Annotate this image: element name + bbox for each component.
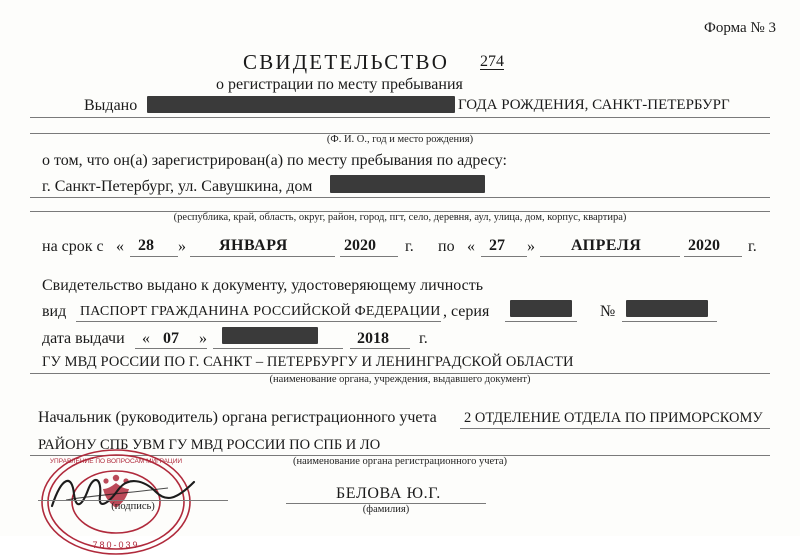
term-quote-close: » (178, 238, 186, 255)
rule-to-year (684, 256, 742, 257)
page-title: СВИДЕТЕЛЬСТВО (243, 50, 450, 74)
official-org-line1: 2 ОТДЕЛЕНИЕ ОТДЕЛА ПО ПРИМОРСКОМУ (464, 410, 763, 426)
identity-intro: Свидетельство выдано к документу, удостоверяющему личность (42, 277, 484, 294)
rule-identity-series (505, 321, 577, 322)
identity-authority: ГУ МВД РОССИИ ПО Г. САНКТ – ПЕТЕРБУРГУ И ЛЕНИНГРАДСКОЙ ОБЛАСТИ (42, 354, 574, 370)
term-to-month: АПРЕЛЯ (571, 237, 642, 254)
identity-issue-date-label: дата выдачи (42, 330, 125, 347)
fio-hint: (Ф. И. О., год и место рождения) (326, 134, 474, 145)
identity-issue-year: 2018 (357, 330, 389, 347)
identity-type-label: вид (42, 303, 67, 320)
org-hint: (наименование органа регистрационного учета) (292, 456, 508, 467)
term-from-day: 28 (138, 237, 154, 254)
term-to-label: по (438, 238, 455, 255)
stamp-bottom-text: 780-039 (92, 540, 140, 550)
identity-type-value: ПАСПОРТ ГРАЖДАНИНА РОССИЙСКОЙ ФЕДЕРАЦИИ (80, 304, 441, 319)
surname-hint: (фамилия) (362, 504, 410, 515)
official-org-line2: РАЙОНУ СПБ УВМ ГУ МВД РОССИИ ПО СПБ И ЛО (38, 437, 381, 453)
form-number: Форма № 3 (704, 20, 776, 36)
rule-to-day (481, 256, 527, 257)
issued-to-suffix: ГОДА РОЖДЕНИЯ, САНКТ-ПЕТЕРБУРГ (458, 97, 730, 113)
official-role-label: Начальник (руководитель) органа регистрационного учета (38, 409, 437, 426)
redacted-number-bar (626, 300, 708, 317)
signature-hint: (подпись) (111, 501, 155, 512)
term-to-year: 2020 (688, 237, 720, 254)
issue-quote-close: » (199, 330, 207, 347)
term-g-abbr-from: г. (405, 238, 414, 255)
official-surname: БЕЛОВА Ю.Г. (336, 485, 441, 502)
rule-identity-number (622, 321, 717, 322)
registered-line: о том, что он(а) зарегистрирован(а) по месту пребывания по адресу: (42, 152, 507, 169)
term-quote-open: « (116, 238, 124, 255)
certificate-number: 274 (480, 53, 504, 70)
address-value: г. Санкт-Петербург, ул. Савушкина, дом (42, 178, 313, 195)
identity-number-label: № (600, 303, 616, 320)
rule-from-day (130, 256, 178, 257)
term-quote-open-2: « (467, 238, 475, 255)
rule-from-year (340, 256, 398, 257)
term-from-month: ЯНВАРЯ (219, 237, 288, 254)
rule-issue-year (350, 348, 410, 349)
identity-issue-g: г. (419, 330, 428, 347)
rule-identity-type (76, 321, 441, 322)
rule-address (30, 197, 770, 198)
redacted-name-bar (147, 96, 455, 113)
redacted-house-bar (330, 175, 485, 193)
page-subtitle: о регистрации по месту пребывания (216, 76, 463, 93)
rule-org-line1 (460, 428, 770, 429)
identity-issue-day: 07 (163, 330, 179, 347)
rule-issued-to (30, 117, 770, 118)
authority-hint: (наименование органа, учреждения, выдавшего документ) (269, 374, 531, 385)
issue-quote-open: « (142, 330, 150, 347)
term-from-year: 2020 (344, 237, 376, 254)
redacted-series-bar (510, 300, 572, 317)
issued-to-label: Выдано (84, 97, 138, 114)
address-hint: (республика, край, область, округ, район, город, пгт, село, деревня, аул, улица, дом, корпус, квартира) (173, 212, 627, 223)
term-quote-close-2: » (527, 238, 535, 255)
identity-series-label: , серия (443, 303, 490, 320)
redacted-month-bar (222, 327, 318, 344)
term-g-abbr-to: г. (748, 238, 757, 255)
term-prefix: на срок с (42, 238, 104, 255)
stamp-top-text: УПРАВЛЕНИЕ ПО ВОПРОСАМ МИГРАЦИИ (49, 458, 183, 465)
rule-issue-month (213, 348, 343, 349)
rule-to-month (540, 256, 680, 257)
rule-from-month (190, 256, 335, 257)
rule-issue-day (135, 348, 207, 349)
term-to-day: 27 (489, 237, 505, 254)
